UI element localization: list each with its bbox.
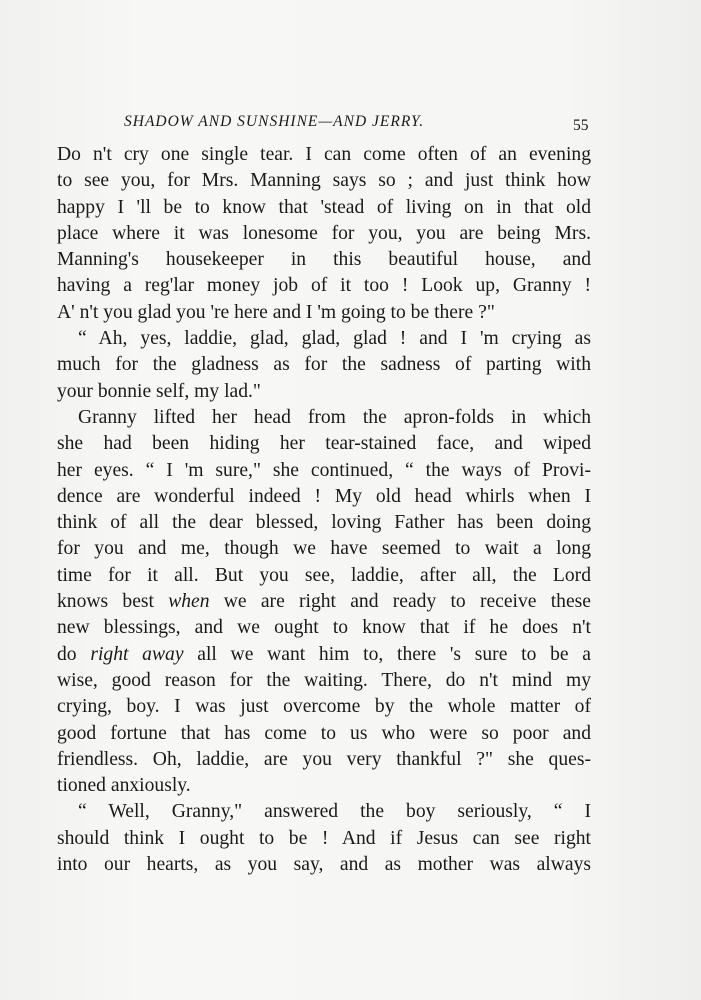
- text-line: time for it all. But you see, laddie, after all, the Lord: [57, 564, 591, 586]
- text-line: dence are wonderful indeed ! My old head whirls when I: [57, 485, 591, 507]
- text-segment: we are right and ready to receive these: [223, 591, 591, 613]
- text-line: place where it was lonesome for you, you are being Mrs.: [57, 222, 591, 244]
- text-line: to see you, for Mrs. Manning says so ; and just think how: [57, 170, 591, 192]
- text-segment: do: [57, 643, 77, 665]
- text-line: [57, 642, 591, 668]
- text-line: much for the gladness as for the sadness of parting with: [57, 354, 591, 376]
- page-number: 55: [573, 117, 589, 134]
- text-line: good fortune that has come to us who were so poor and: [57, 722, 591, 744]
- text-line: friendless. Oh, laddie, are you very thankful ?" she ques-: [57, 748, 591, 770]
- running-head: [0, 113, 701, 137]
- text-segment: knows best: [57, 591, 154, 613]
- running-title: SHADOW AND SUNSHINE—AND JERRY.: [124, 113, 425, 130]
- text-line: “ Well, Granny," answered the boy seriously, “ I: [78, 801, 591, 823]
- text-line: think of all the dear blessed, loving Father has been doing: [57, 512, 591, 534]
- text-line: crying, boy. I was just overcome by the whole matter of: [57, 696, 591, 718]
- text-line: Granny lifted her head from the apron-folds in which: [78, 406, 591, 428]
- body-text: [57, 142, 591, 878]
- text-line: having a reg'lar money job of it too ! Look up, Granny !: [57, 275, 591, 297]
- text-line: she had been hiding her tear-stained face, and wiped: [57, 433, 591, 455]
- text-segment: all we want him to, there 's sure to be a: [197, 643, 591, 665]
- text-line: happy I 'll be to know that 'stead of living on in that old: [57, 196, 591, 218]
- text-line: for you and me, though we have seemed to wait a long: [57, 538, 591, 560]
- text-line: her eyes. “ I 'm sure," she continued, “ the ways of Provi-: [57, 459, 591, 481]
- text-line: Do n't cry one single tear. I can come often of an evening: [57, 144, 591, 165]
- text-line: A' n't you glad you 're here and I 'm going to be there ?": [57, 301, 495, 323]
- text-line: “ Ah, yes, laddie, glad, glad, glad ! and I 'm crying as: [78, 328, 591, 350]
- text-line: Manning's housekeeper in this beautiful house, and: [57, 249, 591, 271]
- text-line: tioned anxiously.: [57, 775, 191, 797]
- emphasis-right-away: right away: [90, 643, 184, 665]
- text-line: new blessings, and we ought to know that if he does n't: [57, 617, 591, 639]
- text-line: [57, 589, 591, 615]
- text-line: into our hearts, as you say, and as mother was always: [57, 854, 591, 876]
- text-line: wise, good reason for the waiting. There, do n't mind my: [57, 669, 591, 691]
- emphasis-when: when: [168, 591, 210, 613]
- text-line: your bonnie self, my lad.": [57, 380, 261, 402]
- text-line: should think I ought to be ! And if Jesus can see right: [57, 827, 591, 849]
